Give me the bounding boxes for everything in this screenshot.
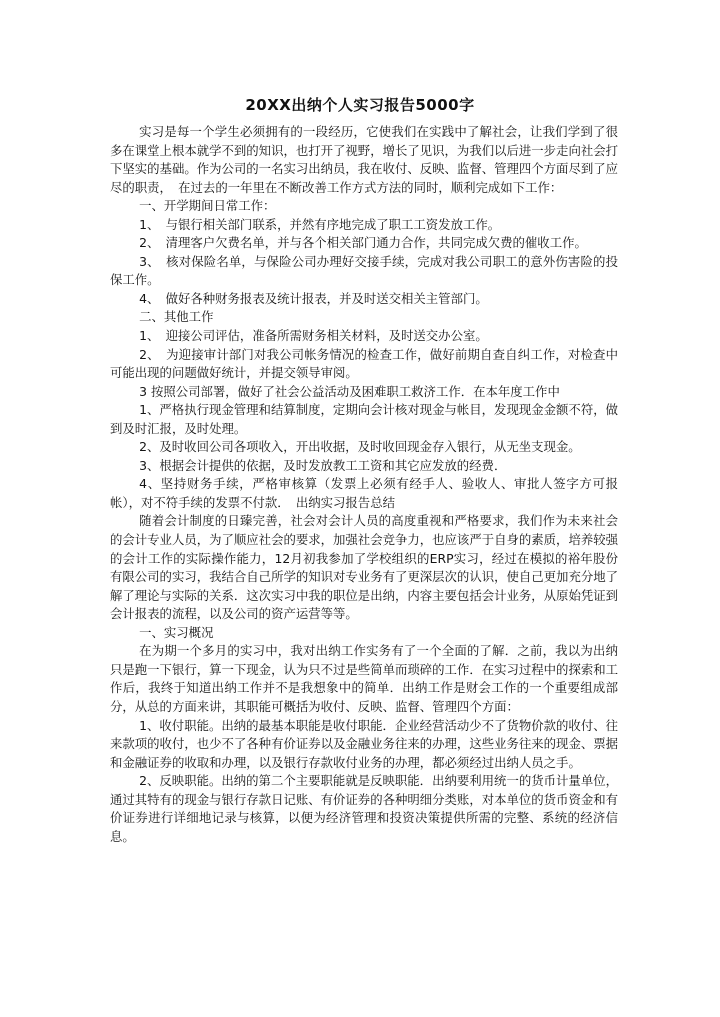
document-body (110, 123, 618, 846)
function-paragraph-2: 2、反映职能。出纳的第二个主要职能就是反映职能．出纳要利用统一的货币计量单位，通过其特有的现金与银行存款日记账、有价证券的各种明细分类账，对本单位的货币资金和有价证券进行详细地记录与核算，以便为经济管理和投资决策提供所需的完整、系统的经济信息。 (110, 773, 619, 844)
other-work-item-2: 2、 为迎接审计部门对我公司帐务情况的检查工作，做好前期自查自纠工作，对检查中可能出现的问题做好统计，并提交领导审阅。 (110, 346, 618, 381)
intro-paragraph: 实习是每一个学生必须拥有的一段经历，它使我们在实践中了解社会，让我们学到了很多在课堂上根本就学不到的知识，也打开了视野，增长了见识，为我们以后进一步走向社会打下坚实的基础。作为公司的一名实习出纳员，我在收付、反映、监督、管理四个方面尽到了应尽的职责， 在过去的一年里在不断改善工作方式方法的同时，顺利完成如下工作： (110, 124, 619, 195)
section-heading-other-work: 二、其他工作 (139, 309, 214, 325)
other-work-item-3: 3 按照公司部署，做好了社会公益活动及困难职工救济工作．在本年度工作中 (139, 383, 560, 399)
daily-work-item-1: 1、 与银行相关部门联系，并然有序地完成了职工工资发放工作。 (139, 216, 501, 232)
annual-work-item-1: 1、严格执行现金管理和结算制度，定期向会计核对现金与帐目，发现现金金额不符，做到及时汇报，及时处理。 (110, 402, 618, 436)
annual-work-item-3: 3、根据会计提供的依据，及时发放教工工资和其它应发放的经费． (139, 457, 507, 473)
other-work-item-1: 1、 迎接公司评估，准备所需财务相关材料，及时送交办公室。 (139, 328, 488, 344)
daily-work-item-4: 4、 做好各种财务报表及统计报表，并及时送交相关主管部门。 (139, 290, 488, 306)
section-heading-daily-work: 一、开学期间日常工作： (139, 198, 276, 214)
daily-work-item-3: 3、 核对保险名单，与保险公司办理好交接手续，完成对我公司职工的意外伤害险的投保工作。 (110, 253, 618, 288)
summary-paragraph: 随着会计制度的日臻完善，社会对会计人员的高度重视和严格要求，我们作为未来社会的会计专业人员，为了顺应社会的要求，加强社会竞争力，也应该严于自身的素质，培养较强的会计工作的实际操作能力，12月初我参加了学校组织的ERP实习，经过在模拟的裕年股份有限公司的实习，我结合自己所学的知识对专业务有了更深层次的认识，使自己更加充分地了解了理论与实际的关系．这次实习中我的职位是出纳，内容主要包括会计业务，从原始凭证到会计报表的流程，以及公司的资产运营等等。 (110, 513, 619, 622)
annual-work-item-2: 2、及时收回公司各项收入，开出收据，及时收回现金存入银行，从无坐支现金。 (139, 439, 581, 455)
document-title: 20XX出纳个人实习报告5000字 (245, 96, 475, 114)
overview-paragraph: 在为期一个多月的实习中，我对出纳工作实务有了一个全面的了解．之前，我以为出纳只是跑一下银行，算一下现金，认为只不过是些简单而琐碎的工作．在实习过程中的探索和工作后，我终于知道出纳工作并不是我想象中的简单．出纳工作是财会工作的一个重要组成部分，从总的方面来讲，其职能可概括为收付、反映、监督、管理四个方面： (110, 643, 619, 714)
function-paragraph-1: 1、收付职能。出纳的最基本职能是收付职能．企业经营活动少不了货物价款的收付、往来款项的收付，也少不了各种有价证券以及金融业务往来的办理，这些业务往来的现金、票据和金融证券的收取和办理，以及银行存款收付业务的办理，都必须经过出纳人员之手。 (110, 717, 619, 770)
section-heading-internship-overview: 一、实习概况 (139, 624, 214, 640)
daily-work-item-2: 2、 清理客户欠费名单，并与各个相关部门通力合作，共同完成欠费的催收工作。 (139, 235, 587, 251)
annual-work-item-4: 4、坚持财务手续，严格审核算（发票上必须有经手人、验收人、审批人签字方可报帐），对不符手续的发票不付款． 出纳实习报告总结 (110, 476, 618, 510)
